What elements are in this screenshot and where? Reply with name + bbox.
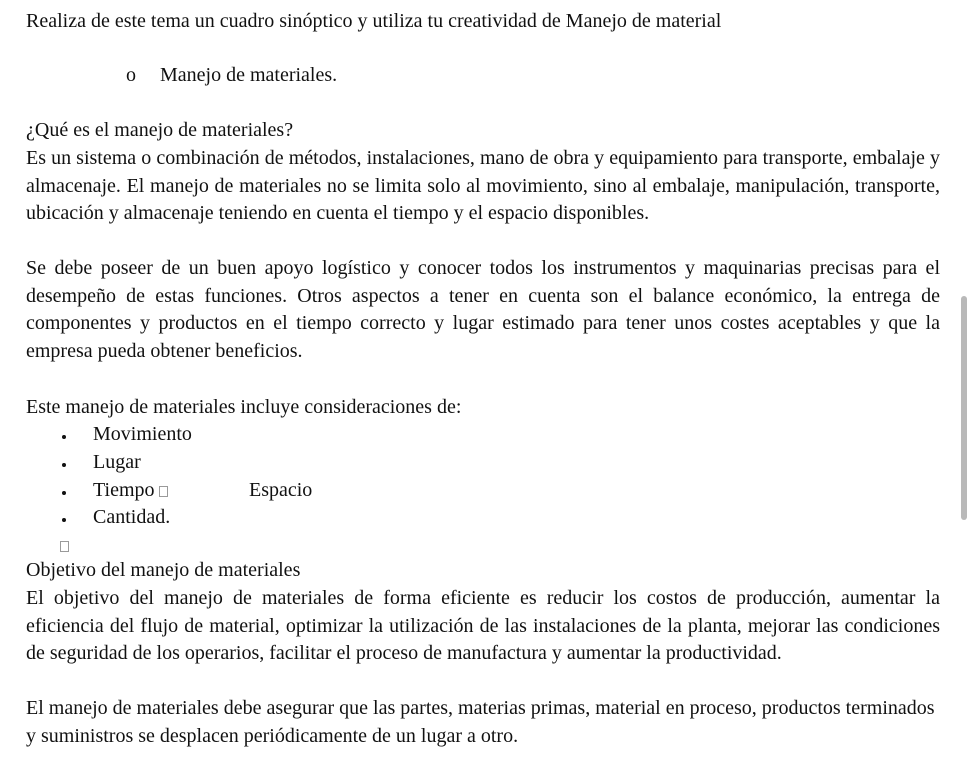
bullet-icon (62, 491, 66, 495)
bullet-icon (62, 435, 66, 439)
definition-paragraph: Es un sistema o combinación de métodos, instalaciones, mano de obra y equipamiento para transporte, embalaje y almacenaje. El manejo de materiales no se limita solo al movimiento, sino al embalaje, manipulación, transporte, ubicación y almacenaje teniendo en cuenta el tiempo y el espacio disponibles. (26, 147, 940, 224)
section-question: ¿Qué es el manejo de materiales? (26, 119, 294, 141)
objective-paragraph: El objetivo del manejo de materiales de forma eficiente es reducir los costos de producción, aumentar la eficiencia del flujo de material, optimizar la utilización de las instalaciones de la planta, mejorar las condiciones de seguridad de los operarios, facilitar el proceso de manufactura y aumentar la productividad. (26, 587, 940, 664)
assignment-prompt: Realiza de este tema un cuadro sinóptico y utiliza tu creatividad de Manejo de material (26, 10, 722, 32)
list-item-label: Lugar (93, 451, 141, 473)
list-item-label: Movimiento (93, 423, 192, 445)
missing-glyph-icon (159, 486, 168, 497)
list-item-label: Cantidad. (93, 506, 171, 528)
considerations-intro: Este manejo de materiales incluye consideraciones de: (26, 396, 462, 418)
vertical-scrollbar[interactable] (961, 296, 967, 520)
bullet-icon (62, 518, 66, 522)
list-item-extra: Espacio (249, 479, 313, 501)
logistics-paragraph: Se debe poseer de un buen apoyo logístico y conocer todos los instrumentos y maquinarias precisas para el desempeño de estas funciones. Otros aspectos a tener en cuenta son el balance económico, la entrega de componentes y productos en el tiempo correcto y lugar estimado para tener unos costes aceptables y que la empresa pueda obtener beneficios. (26, 257, 940, 362)
list-item-label: Tiempo (93, 477, 168, 504)
closing-paragraph: El manejo de materiales debe asegurar que las partes, materias primas, material en proceso, productos terminados y suministros se desplacen periódicamente de un lugar a otro. (26, 697, 935, 747)
missing-glyph-icon (60, 541, 69, 552)
objective-heading: Objetivo del manejo de materiales (26, 559, 301, 581)
bullet-icon (62, 463, 66, 467)
topic-marker: o (126, 64, 136, 86)
topic-label: Manejo de materiales. (160, 64, 338, 86)
